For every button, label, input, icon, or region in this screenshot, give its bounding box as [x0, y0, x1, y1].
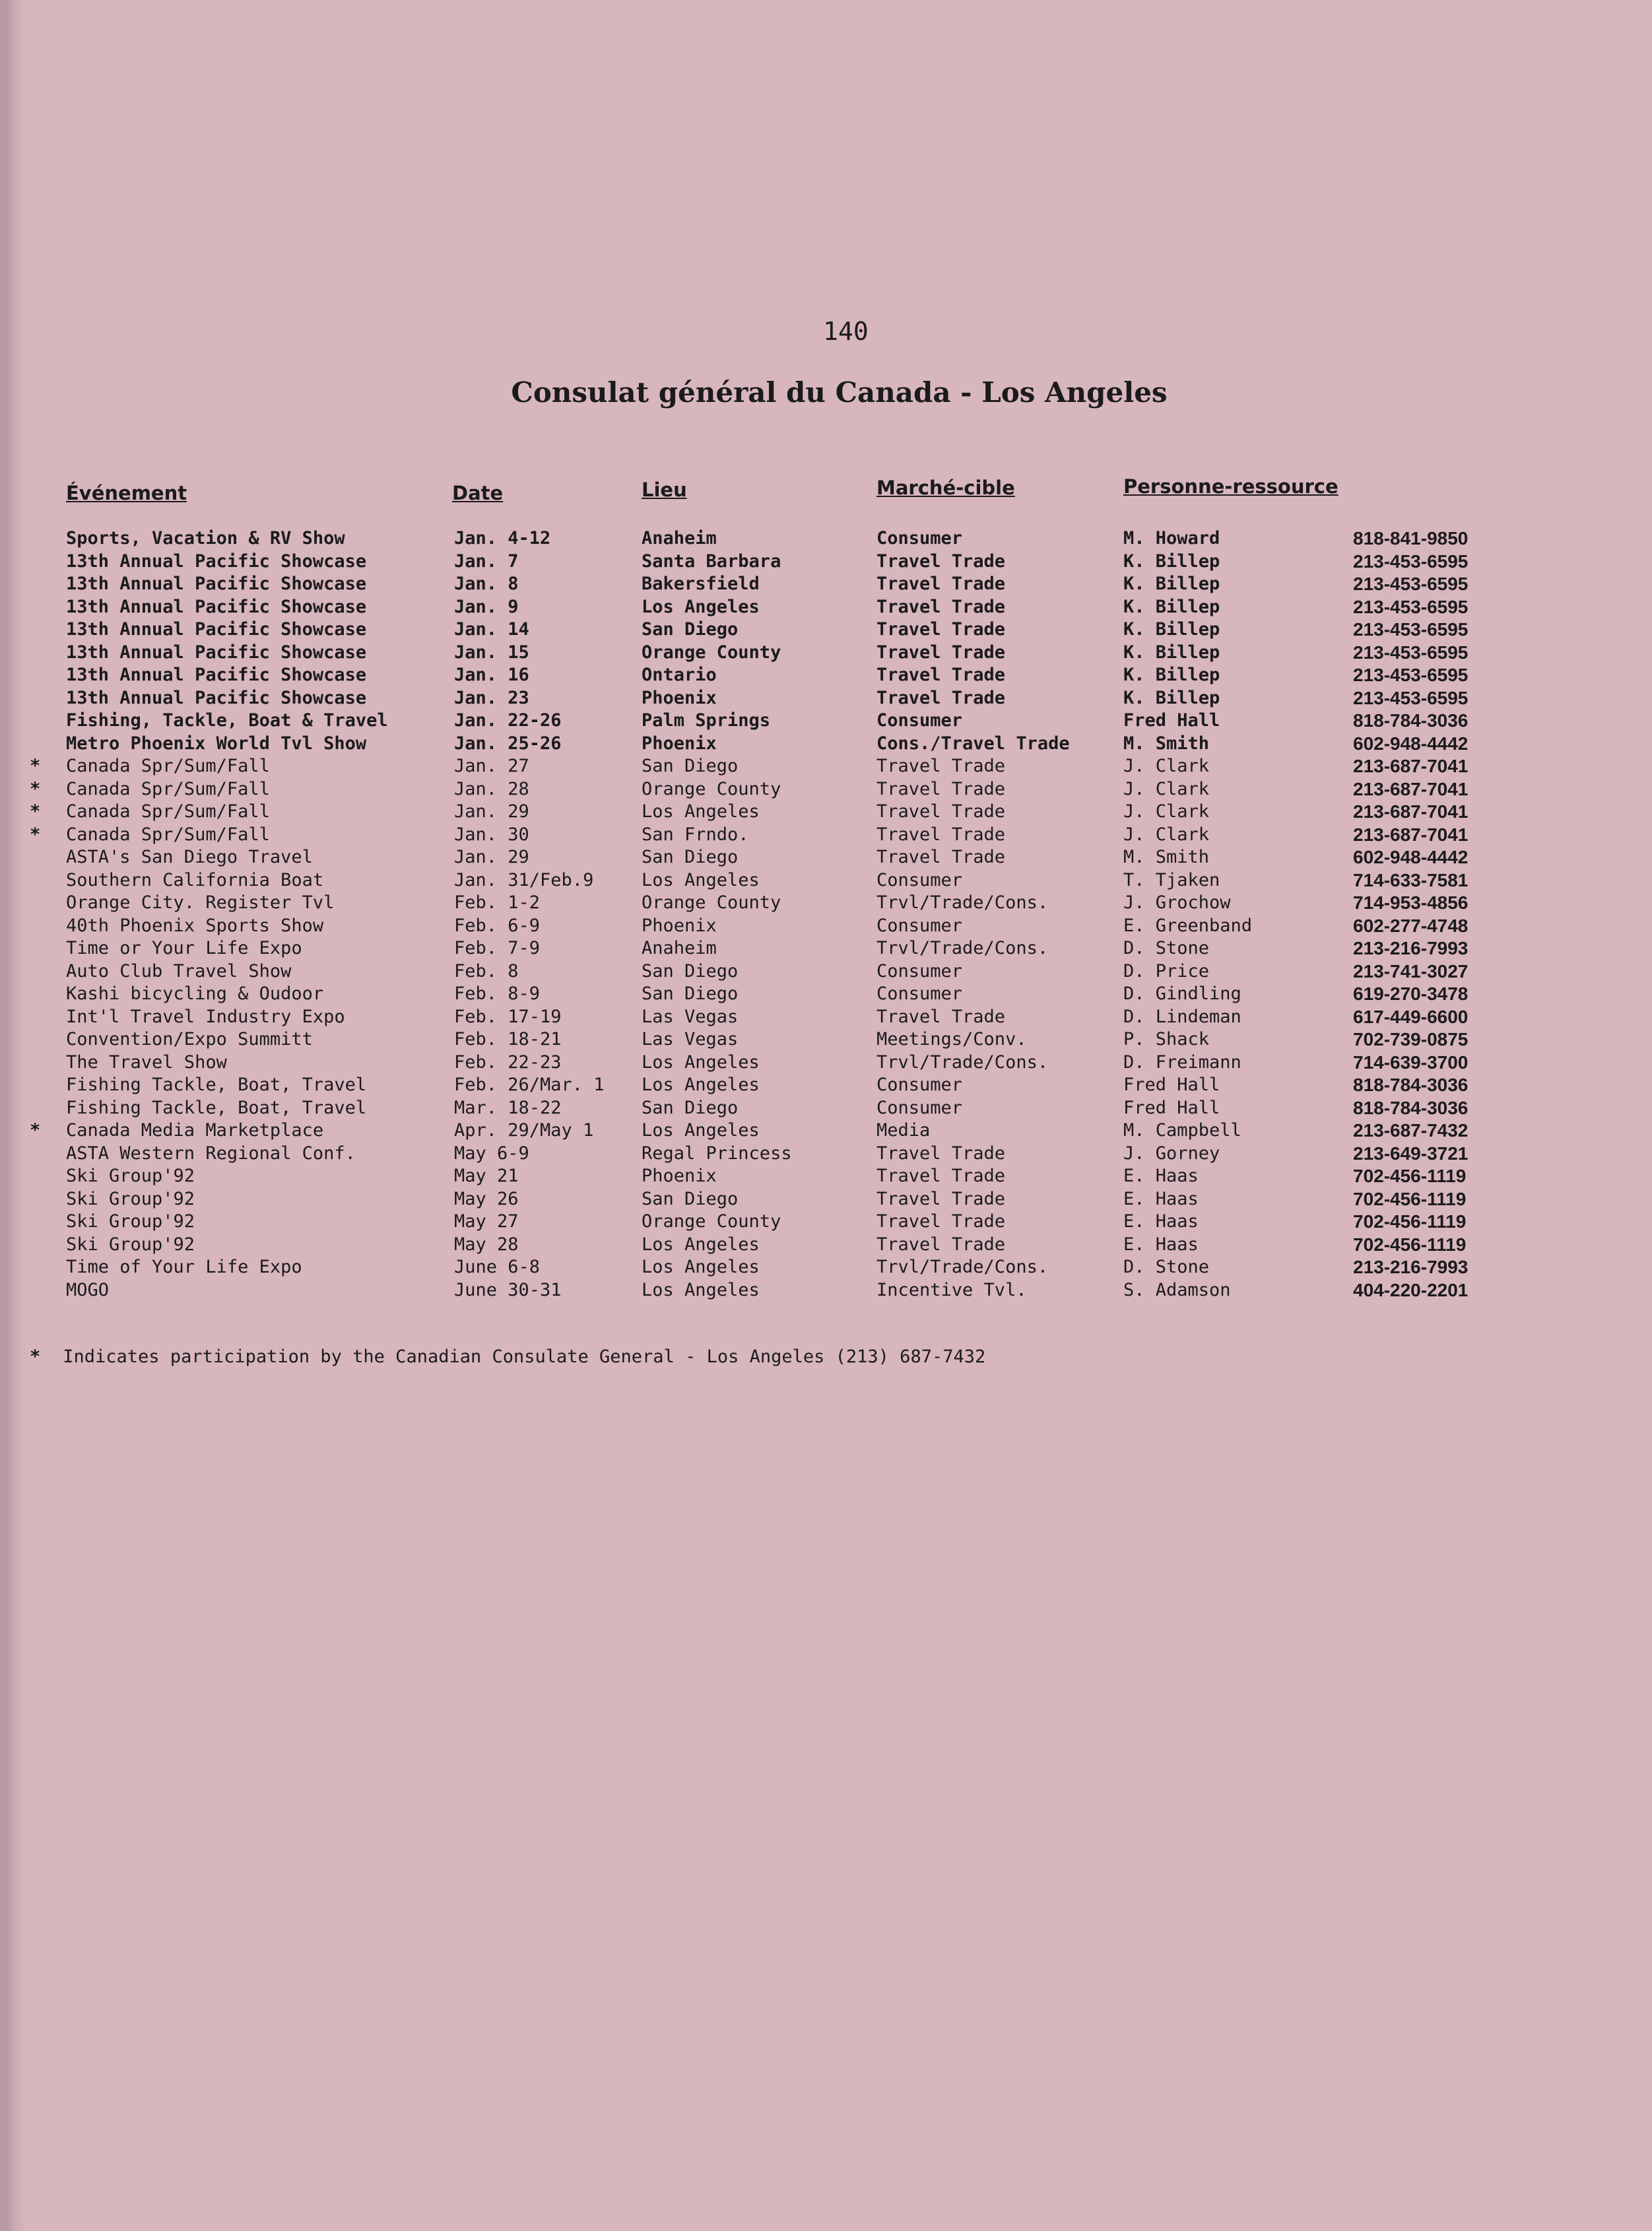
row-contact: M. Howard	[1123, 528, 1220, 549]
row-event: 13th Annual Pacific Showcase	[66, 687, 367, 708]
row-event: Fishing Tackle, Boat, Travel	[66, 1075, 367, 1095]
row-date: Jan. 27	[454, 756, 529, 776]
table-row	[0, 597, 1652, 620]
row-phone: 213-453-6595	[1353, 642, 1469, 663]
table-row	[0, 574, 1652, 597]
row-contact: K. Billep	[1123, 687, 1220, 708]
row-market: Travel Trade	[876, 687, 1006, 708]
row-place: San Diego	[642, 1188, 739, 1209]
row-market: Travel Trade	[876, 574, 1006, 594]
table-row	[0, 1007, 1652, 1030]
row-date: Jan. 7	[454, 550, 519, 572]
row-market: Travel Trade	[876, 1188, 1006, 1209]
table-row	[0, 1098, 1652, 1121]
row-phone: 213-687-7041	[1353, 778, 1469, 799]
table-row	[0, 1234, 1652, 1257]
row-place: Bakersfield	[642, 574, 760, 594]
row-date: Jan. 30	[454, 824, 529, 845]
table-row	[0, 1166, 1652, 1189]
row-date: May 28	[454, 1234, 519, 1255]
table-row	[0, 1052, 1652, 1075]
table-row	[0, 824, 1652, 848]
table-row	[0, 688, 1652, 711]
row-phone: 602-948-4442	[1353, 733, 1469, 754]
row-contact: K. Billep	[1123, 574, 1220, 594]
row-contact: Fred Hall	[1123, 1097, 1220, 1118]
row-event: Convention/Expo Summitt	[66, 1029, 313, 1049]
table-row	[0, 619, 1652, 642]
row-date: Jan. 23	[454, 687, 529, 708]
row-date: May 6-9	[454, 1143, 529, 1164]
row-event: MOGO	[66, 1279, 110, 1300]
row-contact: Fred Hall	[1123, 1075, 1220, 1095]
header-date: Date	[452, 482, 504, 504]
row-place: Anaheim	[642, 528, 717, 549]
row-place: Ontario	[642, 665, 717, 685]
row-phone: 702-456-1119	[1353, 1234, 1467, 1255]
row-phone: 818-784-3036	[1353, 1075, 1469, 1095]
row-market: Travel Trade	[876, 619, 1006, 640]
row-market: Consumer	[876, 960, 963, 982]
row-market: Meetings/Conv.	[876, 1029, 1027, 1049]
row-star-marker: *	[30, 824, 41, 845]
table-row	[0, 779, 1652, 802]
row-contact: E. Haas	[1123, 1188, 1199, 1209]
row-date: Jan. 25-26	[454, 733, 562, 754]
row-contact: J. Gorney	[1123, 1143, 1220, 1164]
row-contact: E. Haas	[1123, 1211, 1199, 1232]
row-contact: J. Clark	[1123, 824, 1210, 845]
row-contact: D. Gindling	[1123, 983, 1241, 1004]
row-contact: P. Shack	[1123, 1029, 1210, 1049]
row-event: Ski Group'92	[66, 1166, 195, 1186]
footnote-star: *	[30, 1347, 41, 1367]
row-place: San Diego	[642, 960, 739, 982]
row-event: 13th Annual Pacific Showcase	[66, 596, 367, 617]
table-row	[0, 1189, 1652, 1212]
row-market: Trvl/Trade/Cons.	[876, 1257, 1049, 1277]
table-row	[0, 801, 1652, 824]
row-place: Orange County	[642, 778, 781, 799]
row-event: Time of Your Life Expo	[66, 1257, 302, 1277]
row-date: Jan. 8	[454, 574, 519, 594]
row-phone: 213-649-3721	[1353, 1143, 1469, 1164]
row-event: Canada Spr/Sum/Fall	[66, 756, 270, 776]
row-market: Travel Trade	[876, 665, 1006, 685]
row-phone: 714-639-3700	[1353, 1051, 1469, 1073]
row-phone: 404-220-2201	[1353, 1279, 1469, 1300]
row-place: Phoenix	[642, 915, 717, 936]
row-date: Jan. 14	[454, 619, 529, 640]
row-place: Orange County	[642, 892, 781, 913]
row-market: Travel Trade	[876, 1166, 1006, 1186]
table-row	[0, 733, 1652, 756]
row-date: Jan. 4-12	[454, 528, 551, 549]
row-phone: 818-784-3036	[1353, 1097, 1469, 1118]
row-date: Jan. 29	[454, 801, 529, 822]
row-contact: K. Billep	[1123, 665, 1220, 685]
row-date: Feb. 8-9	[454, 983, 541, 1004]
table-row	[0, 847, 1652, 870]
table-row	[0, 756, 1652, 779]
row-event: Auto Club Travel Show	[66, 960, 292, 982]
row-contact: T. Tjaken	[1123, 869, 1220, 890]
row-contact: J. Grochow	[1123, 892, 1231, 913]
row-event: 40th Phoenix Sports Show	[66, 915, 324, 936]
row-phone: 213-216-7993	[1353, 938, 1469, 958]
row-phone: 213-453-6595	[1353, 619, 1469, 640]
row-market: Travel Trade	[876, 778, 1006, 799]
row-place: Orange County	[642, 642, 781, 663]
row-market: Consumer	[876, 1075, 963, 1095]
header-place: Lieu	[642, 479, 687, 501]
row-date: Feb. 26/Mar. 1	[454, 1075, 605, 1095]
row-star-marker: *	[30, 778, 41, 799]
table-row	[0, 983, 1652, 1007]
row-phone: 213-216-7993	[1353, 1257, 1469, 1277]
row-date: Mar. 18-22	[454, 1097, 562, 1118]
row-place: San Diego	[642, 756, 739, 776]
table-row	[0, 1143, 1652, 1166]
row-place: Phoenix	[642, 687, 717, 708]
row-date: Feb. 8	[454, 960, 519, 982]
events-table	[0, 528, 1652, 1302]
row-market: Consumer	[876, 1097, 963, 1118]
row-place: San Frndo.	[642, 824, 749, 845]
row-contact: S. Adamson	[1123, 1279, 1231, 1300]
table-row	[0, 892, 1652, 916]
row-date: Jan. 31/Feb.9	[454, 869, 594, 890]
row-phone: 213-687-7432	[1353, 1120, 1469, 1141]
row-place: Las Vegas	[642, 1029, 739, 1049]
row-place: San Diego	[642, 619, 739, 640]
table-row	[0, 551, 1652, 574]
row-market: Travel Trade	[876, 1234, 1006, 1255]
header-event: Événement	[66, 482, 187, 504]
table-row	[0, 710, 1652, 733]
row-contact: K. Billep	[1123, 619, 1220, 640]
footnote	[30, 1347, 985, 1367]
header-market: Marché-cible	[876, 477, 1015, 499]
row-date: Apr. 29/May 1	[454, 1120, 594, 1141]
row-event: Southern California Boat	[66, 869, 324, 890]
row-star-marker: *	[30, 756, 41, 776]
row-market: Travel Trade	[876, 824, 1006, 845]
row-date: May 21	[454, 1166, 519, 1186]
row-event: Canada Media Marketplace	[66, 1120, 324, 1141]
row-phone: 213-687-7041	[1353, 756, 1469, 776]
row-market: Consumer	[876, 528, 963, 549]
row-place: Los Angeles	[642, 1279, 760, 1300]
row-phone: 818-841-9850	[1353, 528, 1469, 549]
row-phone: 213-453-6595	[1353, 665, 1469, 685]
row-date: Jan. 9	[454, 596, 519, 617]
row-place: Anaheim	[642, 938, 717, 958]
row-place: San Diego	[642, 847, 739, 867]
row-date: June 6-8	[454, 1257, 541, 1277]
row-event: Ski Group'92	[66, 1188, 195, 1209]
row-date: May 27	[454, 1211, 519, 1232]
row-contact: J. Clark	[1123, 778, 1210, 799]
row-market: Trvl/Trade/Cons.	[876, 892, 1049, 913]
table-row	[0, 961, 1652, 984]
footnote-text: Indicates participation by the Canadian Consulate General - Los Angeles (213) 687-7432	[63, 1347, 986, 1367]
row-place: Los Angeles	[642, 801, 760, 822]
row-phone: 714-633-7581	[1353, 869, 1469, 890]
row-phone: 619-270-3478	[1353, 983, 1469, 1004]
row-market: Travel Trade	[876, 756, 1006, 776]
row-phone: 213-453-6595	[1353, 687, 1469, 708]
row-place: Phoenix	[642, 1166, 717, 1186]
row-event: ASTA's San Diego Travel	[66, 847, 313, 867]
row-place: Los Angeles	[642, 1051, 760, 1073]
row-phone: 714-953-4856	[1353, 892, 1469, 913]
row-date: Jan. 28	[454, 778, 529, 799]
row-contact: M. Campbell	[1123, 1120, 1241, 1141]
row-date: Jan. 15	[454, 642, 529, 663]
row-place: Las Vegas	[642, 1006, 739, 1027]
table-row	[0, 665, 1652, 688]
header-contact: Personne-ressource	[1123, 475, 1338, 498]
row-market: Incentive Tvl.	[876, 1279, 1027, 1300]
row-date: Feb. 22-23	[454, 1051, 562, 1073]
row-market: Travel Trade	[876, 1143, 1006, 1164]
row-contact: D. Stone	[1123, 938, 1210, 958]
row-phone: 602-948-4442	[1353, 847, 1469, 867]
row-market: Consumer	[876, 710, 963, 731]
row-place: Los Angeles	[642, 1075, 760, 1095]
row-contact: K. Billep	[1123, 642, 1220, 663]
row-date: Jan. 22-26	[454, 710, 562, 731]
row-event: Time or Your Life Expo	[66, 938, 302, 958]
row-contact: M. Smith	[1123, 847, 1210, 867]
page-number: 140	[823, 317, 869, 346]
table-row	[0, 1257, 1652, 1280]
row-date: May 26	[454, 1188, 519, 1209]
row-market: Travel Trade	[876, 596, 1006, 617]
row-event: 13th Annual Pacific Showcase	[66, 550, 367, 572]
row-contact: K. Billep	[1123, 596, 1220, 617]
row-phone: 702-456-1119	[1353, 1166, 1467, 1186]
table-row	[0, 642, 1652, 665]
row-place: Santa Barbara	[642, 550, 781, 572]
row-contact: J. Clark	[1123, 756, 1210, 776]
row-market: Consumer	[876, 983, 963, 1004]
table-row	[0, 870, 1652, 893]
row-market: Consumer	[876, 869, 963, 890]
row-event: Ski Group'92	[66, 1211, 195, 1232]
row-phone: 213-453-6595	[1353, 574, 1469, 594]
row-place: Los Angeles	[642, 869, 760, 890]
row-event: 13th Annual Pacific Showcase	[66, 619, 367, 640]
table-row	[0, 1280, 1652, 1303]
row-contact: E. Haas	[1123, 1166, 1199, 1186]
row-place: Los Angeles	[642, 1234, 760, 1255]
row-contact: D. Stone	[1123, 1257, 1210, 1277]
row-event: 13th Annual Pacific Showcase	[66, 665, 367, 685]
row-date: Feb. 17-19	[454, 1006, 562, 1027]
row-phone: 213-453-6595	[1353, 596, 1469, 617]
row-market: Cons./Travel Trade	[876, 733, 1070, 754]
row-market: Travel Trade	[876, 847, 1006, 867]
row-phone: 702-456-1119	[1353, 1211, 1467, 1232]
row-market: Travel Trade	[876, 801, 1006, 822]
row-event: Canada Spr/Sum/Fall	[66, 801, 270, 822]
row-date: Jan. 16	[454, 665, 529, 685]
row-contact: D. Freimann	[1123, 1051, 1241, 1073]
row-phone: 617-449-6600	[1353, 1006, 1469, 1027]
row-phone: 602-277-4748	[1353, 915, 1469, 936]
row-market: Travel Trade	[876, 642, 1006, 663]
row-event: ASTA Western Regional Conf.	[66, 1143, 356, 1164]
row-event: Orange City. Register Tvl	[66, 892, 335, 913]
table-row	[0, 938, 1652, 961]
row-place: Palm Springs	[642, 710, 771, 731]
row-date: Feb. 1-2	[454, 892, 541, 913]
row-star-marker: *	[30, 1120, 41, 1141]
row-event: Sports, Vacation & RV Show	[66, 528, 345, 549]
row-market: Trvl/Trade/Cons.	[876, 1051, 1049, 1073]
row-place: Phoenix	[642, 733, 717, 754]
row-place: Regal Princess	[642, 1143, 792, 1164]
row-phone: 702-456-1119	[1353, 1188, 1467, 1209]
row-contact: E. Haas	[1123, 1234, 1199, 1255]
row-contact: D. Lindeman	[1123, 1006, 1241, 1027]
row-market: Travel Trade	[876, 1006, 1006, 1027]
row-place: Los Angeles	[642, 1257, 760, 1277]
row-place: Orange County	[642, 1211, 781, 1232]
row-place: Los Angeles	[642, 1120, 760, 1141]
row-contact: Fred Hall	[1123, 710, 1220, 731]
row-market: Trvl/Trade/Cons.	[876, 938, 1049, 958]
row-market: Travel Trade	[876, 550, 1006, 572]
row-event: Ski Group'92	[66, 1234, 195, 1255]
row-event: Kashi bicycling & Oudoor	[66, 983, 324, 1004]
row-place: San Diego	[642, 983, 739, 1004]
row-phone: 702-739-0875	[1353, 1029, 1469, 1049]
row-market: Travel Trade	[876, 1211, 1006, 1232]
row-event: Fishing, Tackle, Boat & Travel	[66, 710, 388, 731]
page-title: Consulat général du Canada - Los Angeles	[511, 376, 1168, 409]
row-phone: 213-453-6595	[1353, 550, 1469, 572]
table-row	[0, 1029, 1652, 1052]
row-phone: 213-741-3027	[1353, 960, 1469, 982]
table-row	[0, 1075, 1652, 1098]
row-event: Int'l Travel Industry Expo	[66, 1006, 345, 1027]
row-event: Canada Spr/Sum/Fall	[66, 824, 270, 845]
table-row	[0, 1120, 1652, 1143]
row-event: Metro Phoenix World Tvl Show	[66, 733, 367, 754]
row-market: Consumer	[876, 915, 963, 936]
row-star-marker: *	[30, 801, 41, 822]
row-event: Canada Spr/Sum/Fall	[66, 778, 270, 799]
row-contact: J. Clark	[1123, 801, 1210, 822]
row-event: 13th Annual Pacific Showcase	[66, 642, 367, 663]
row-contact: E. Greenband	[1123, 915, 1253, 936]
table-row	[0, 1211, 1652, 1234]
row-event: The Travel Show	[66, 1051, 227, 1073]
row-phone: 818-784-3036	[1353, 710, 1469, 731]
table-row	[0, 528, 1652, 551]
row-contact: M. Smith	[1123, 733, 1210, 754]
row-phone: 213-687-7041	[1353, 824, 1469, 845]
row-date: Feb. 18-21	[454, 1029, 562, 1049]
row-phone: 213-687-7041	[1353, 801, 1469, 822]
row-date: June 30-31	[454, 1279, 562, 1300]
row-contact: K. Billep	[1123, 550, 1220, 572]
row-date: Feb. 7-9	[454, 938, 541, 958]
row-place: San Diego	[642, 1097, 739, 1118]
row-place: Los Angeles	[642, 596, 760, 617]
row-event: 13th Annual Pacific Showcase	[66, 574, 367, 594]
row-date: Jan. 29	[454, 847, 529, 867]
row-market: Media	[876, 1120, 931, 1141]
row-date: Feb. 6-9	[454, 915, 541, 936]
table-row	[0, 916, 1652, 939]
row-event: Fishing Tackle, Boat, Travel	[66, 1097, 367, 1118]
row-contact: D. Price	[1123, 960, 1210, 982]
